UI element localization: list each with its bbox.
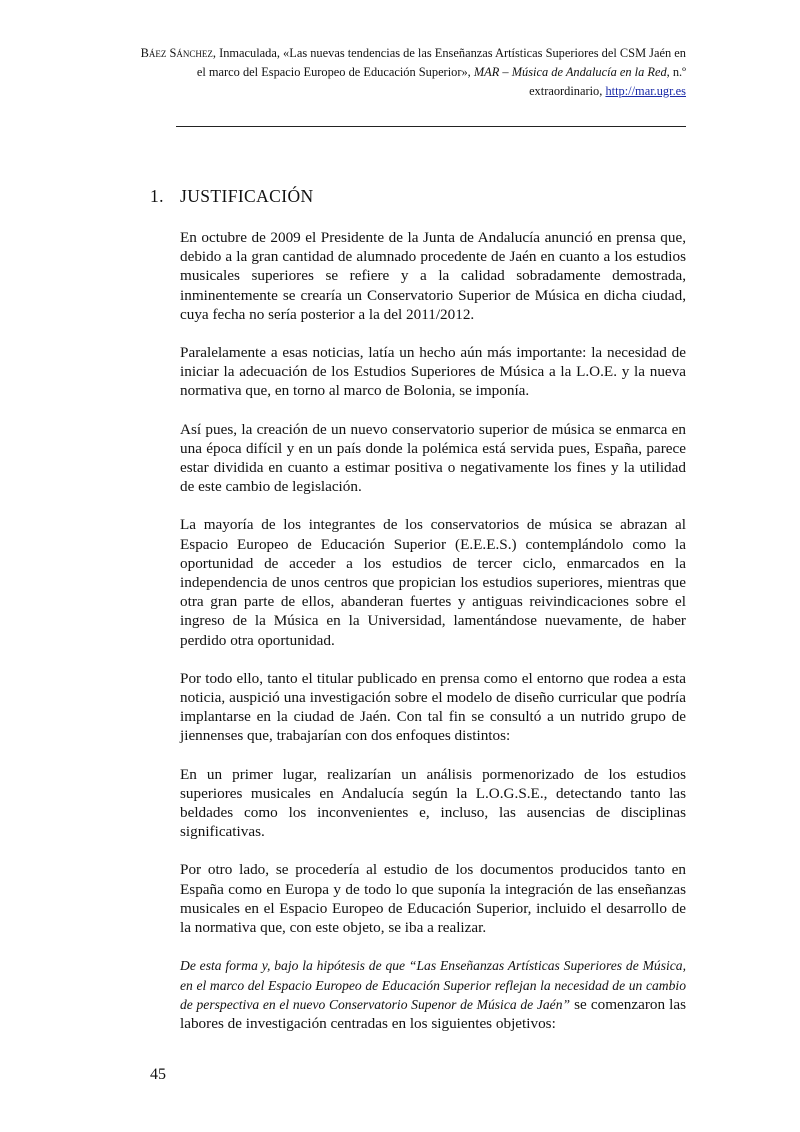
paragraph: Por todo ello, tanto el titular publicado en prensa como el entorno que rodea a esta noticia, auspició una investigación sobre el modelo de diseño curricular que podría implantarse en la ciudad de Jaén. Con tal fin se consultó a un nutrido grupo de jiennenses que, trabajarían con dos enfoques distintos: bbox=[180, 669, 686, 745]
header-citation: , Inmaculada, «Las nuevas tendencias de las Enseñanzas Artísticas Superiores del CSM Jaén en el marco del Espacio Europeo de Educación Superior», bbox=[196, 46, 686, 79]
paragraph: En un primer lugar, realizarían un análisis pormenorizado de los estudios superiores musicales en Andalucía según la L.O.G.S.E., detectando tanto las beldades como los inconvenientes e, incluso, las ausencias de disciplinas significativas. bbox=[180, 765, 686, 841]
running-header bbox=[140, 44, 686, 101]
final-paragraph bbox=[180, 956, 686, 1033]
paragraph: Así pues, la creación de un nuevo conservatorio superior de música se enmarca en una época difícil y en un país donde la polémica está servida pues, España, parece estar dividida en cuanto a estimar positiva o negativamente los fines y la utilidad de este cambio de legislación. bbox=[180, 420, 686, 496]
page-number: 45 bbox=[150, 1066, 166, 1083]
final-paragraph-text: se comenzaron las labores de investigación centradas en los siguientes objetivos: bbox=[180, 995, 687, 1032]
hypothesis-italic: De esta forma y, bajo la hipótesis de que “Las Enseñanzas Artísticas Superiores de Música, en el marco del Espacio Europeo de Educación Superior reflejan la necesidad de un cambio de perspectiva en el nuevo Conservatorio Supenor de Música de Jaén” bbox=[180, 958, 686, 1012]
section-heading bbox=[150, 186, 314, 207]
header-url-link[interactable]: http://mar.ugr.es bbox=[605, 84, 686, 98]
header-author: Báez Sánchez bbox=[140, 46, 213, 60]
header-journal: MAR – Música de Andalucía en la Red bbox=[473, 65, 667, 79]
paragraph: En octubre de 2009 el Presidente de la Junta de Andalucía anunció en prensa que, debido a la gran cantidad de alumnado procedente de Jaén en cuanto a los estudios musicales superiores se refiere y a la calidad sobradamente demostrada, inminentemente se crearía un Conservatorio Superior de Música en dicha ciudad, cuya fecha no sería posterior a la del 2011/2012. bbox=[180, 229, 686, 323]
paragraph: La mayoría de los integrantes de los conservatorios de música se abrazan al Espacio Europeo de Educación Superior (E.E.E.S.) contemplándolo como la oportunidad de acceder a los estudios de tercer ciclo, enmarcados en la independencia de unos centros que propician los estudios superiores, mientras que otra gran parte de ellos, abanderan fuertes y antiguas reivindicaciones sobre el ingreso de la Música en la Universidad, lamentándose nuevamente, de haber perdido otra oportunidad. bbox=[180, 516, 686, 649]
header-rule bbox=[176, 126, 686, 127]
paragraph: Por otro lado, se procedería al estudio de los documentos producidos tanto en España como en Europa y de todo lo que suponía la integración de las enseñanzas musicales en el Espacio Europeo de Educación Superior, incluido el desarrollo de la normativa que, con este objeto, se iba a realizar. bbox=[180, 861, 686, 937]
body-text bbox=[180, 228, 686, 1052]
header-issue: , n.º extraordinario, bbox=[529, 65, 686, 98]
paragraph: Paralelamente a esas noticias, latía un hecho aún más importante: la necesidad de iniciar la adecuación de los Estudios Superiores de Música a la L.O.E. y la nueva normativa que, en torno al marco de Bolonia, se imponía. bbox=[180, 344, 686, 400]
section-number: 1. bbox=[150, 186, 164, 206]
section-title: JUSTIFICACIÓN bbox=[180, 186, 314, 206]
